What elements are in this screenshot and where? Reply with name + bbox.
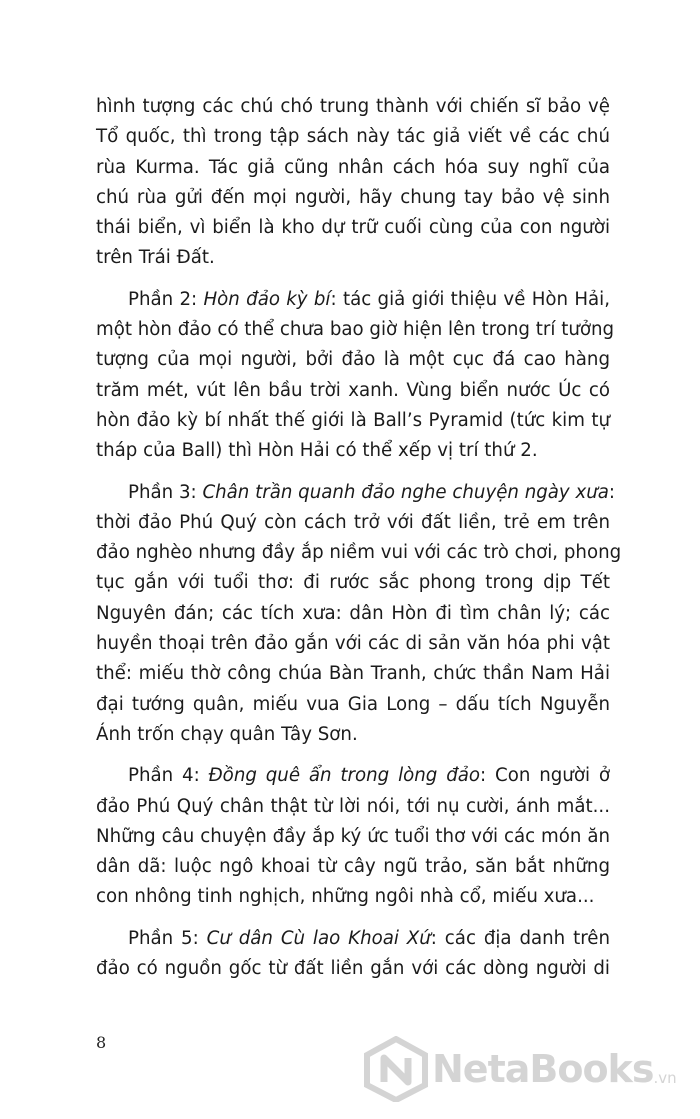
- text-line: Những câu chuyện đầy ắp ký ức tuổi thơ với các món ăn: [96, 825, 610, 847]
- part-title: Đồng quê ẩn trong lòng đảo: [208, 765, 481, 787]
- text-line: [96, 285, 610, 315]
- watermark-brand: NetaBooks: [432, 1046, 654, 1091]
- text-line: dân dã: luộc ngô khoai từ cây ngũ trảo, săn bắt những: [96, 856, 610, 878]
- text-line: hòn đảo kỳ bí nhất thế giới là Ball’s Pyramid (tức kim tự: [96, 409, 610, 431]
- text-line: tháp của Ball) thì Hòn Hải có thể xếp vị trí thứ 2.: [96, 440, 538, 462]
- part-title: Chân trần quanh đảo nghe chuyện ngày xưa: [202, 481, 609, 503]
- part-label: Phần 3:: [128, 481, 203, 503]
- text-line: tục gắn với tuổi thơ: đi rước sắc phong trong dịp Tết: [96, 572, 610, 594]
- paragraph-part-2: [96, 285, 615, 467]
- paragraph-part-4: [96, 761, 610, 912]
- text-line: Ánh trốn chạy quân Tây Sơn.: [96, 723, 358, 745]
- part-title: Hòn đảo kỳ bí: [203, 288, 331, 310]
- text-line: Nguyên đán; các tích xưa: dân Hòn đi tìm chân lý; các: [96, 602, 610, 624]
- text-line: con nhông tinh nghịch, những ngôi nhà cổ, miếu xưa...: [96, 886, 595, 908]
- part-label: Phần 4:: [128, 765, 209, 787]
- part-description-start: :: [608, 481, 616, 503]
- part-description-start: : các địa danh trên: [430, 927, 610, 949]
- text-line: thể: miếu thờ công chúa Bàn Tranh, chức thần Nam Hải: [96, 663, 610, 685]
- body-text: [96, 92, 622, 995]
- paragraph-part-5: [96, 924, 610, 985]
- part-label: Phần 2:: [128, 288, 204, 310]
- paragraph-part-3: [96, 478, 622, 751]
- text-line: tượng của mọi người, bởi đảo là một cục đá cao hàng: [96, 349, 610, 371]
- netabooks-logo-icon: [364, 1036, 428, 1102]
- text-line: Tổ quốc, thì trong tập sách này tác giả viết về các chú: [96, 126, 610, 148]
- text-line: [96, 761, 610, 791]
- paragraph-intro-continued: [96, 92, 610, 274]
- text-line: thời đảo Phú Quý còn cách trở với đất liền, trẻ em trên: [96, 511, 610, 533]
- text-line: một hòn đảo có thể chưa bao giờ hiện lên trong trí tưởng: [96, 319, 615, 341]
- text-line: đảo nghèo nhưng đầy ắp niềm vui với các trò chơi, phong: [96, 542, 622, 564]
- watermark: [364, 1018, 700, 1119]
- part-description-start: : tác giả giới thiệu về Hòn Hải,: [330, 288, 610, 310]
- text-line: hình tượng các chú chó trung thành với chiến sĩ bảo vệ: [96, 96, 610, 117]
- text-line: đại tướng quân, miếu vua Gia Long – dấu tích Nguyễn: [96, 693, 610, 715]
- watermark-suffix: .vn: [653, 1068, 677, 1087]
- text-line: trăm mét, vút lên bầu trời xanh. Vùng biển nước Úc có: [96, 379, 610, 401]
- part-label: Phần 5:: [128, 927, 207, 949]
- page-number: 8: [96, 1033, 107, 1052]
- text-line: chú rùa gửi đến mọi người, hãy chung tay bảo vệ sinh: [96, 186, 610, 208]
- part-title: Cư dân Cù lao Khoai Xứ: [206, 927, 431, 949]
- text-line: rùa Kurma. Tác giả cũng nhân cách hóa suy nghĩ của: [96, 156, 610, 178]
- part-description-start: : Con người ở: [480, 765, 610, 787]
- text-line: [96, 478, 616, 508]
- text-line: huyền thoại trên đảo gắn với các di sản văn hóa phi vật: [96, 633, 610, 655]
- text-line: [96, 924, 610, 954]
- text-line: đảo có nguồn gốc từ đất liền gắn với các dòng người di: [96, 958, 610, 980]
- text-line: trên Trái Đất.: [96, 247, 215, 269]
- text-line: thái biển, vì biển là kho dự trữ cuối cùng của con người: [96, 217, 610, 239]
- text-line: đảo Phú Quý chân thật từ lời nói, tới nụ cười, ánh mắt...: [96, 795, 610, 817]
